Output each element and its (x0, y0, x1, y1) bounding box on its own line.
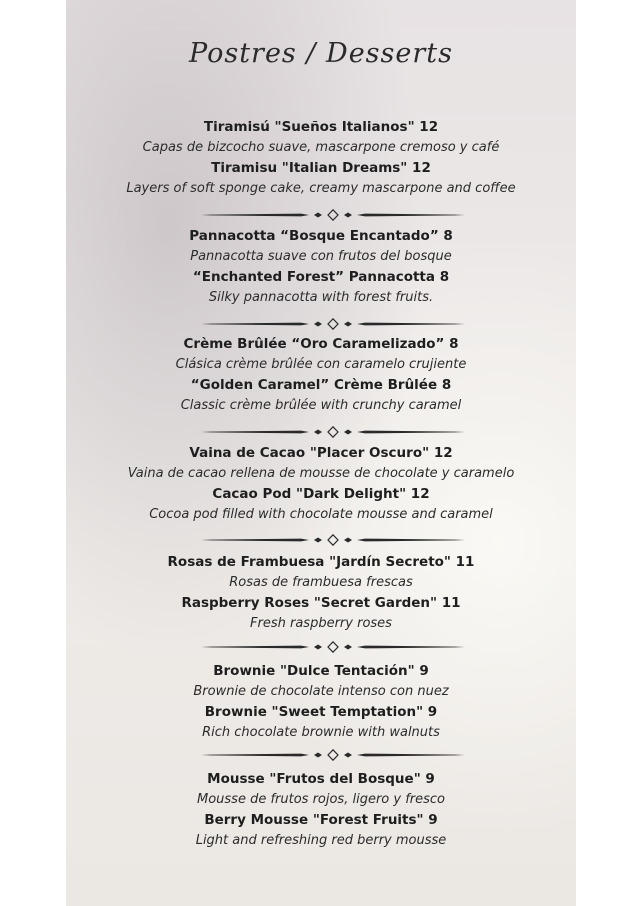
flourish-segment (344, 538, 352, 543)
flourish-segment (328, 750, 338, 760)
divider-flourish-icon (201, 749, 465, 761)
flourish-segment (357, 646, 465, 649)
item-desc-es: Mousse de frutos rojos, ligero y fresco (196, 791, 445, 807)
item-name-es: Vaina de Cacao "Placer Oscuro" 12 (189, 445, 453, 461)
flourish-segment (201, 646, 309, 649)
flourish-segment (328, 210, 338, 220)
flourish-segment (201, 214, 309, 217)
menu-item-tiramisu (66, 117, 576, 199)
item-name-en: “Golden Caramel” Crème Brûlée 8 (190, 377, 452, 393)
flourish-segment (314, 538, 322, 543)
item-desc-es: Capas de bizcocho suave, mascarpone cremoso y café (142, 139, 500, 155)
flourish-segment (344, 430, 352, 435)
divider-ornament-icon (201, 426, 465, 438)
menu-item-pannacotta (66, 226, 576, 308)
item-desc-en: Fresh raspberry roses (250, 615, 392, 631)
item-desc-es: Vaina de cacao rellena de mousse de chocolate y caramelo (127, 465, 515, 481)
flourish-segment (314, 213, 322, 218)
item-name-en: Cacao Pod "Dark Delight" 12 (212, 486, 430, 502)
divider-ornament-icon (201, 534, 465, 546)
item-name-es: Pannacotta “Bosque Encantado” 8 (189, 228, 453, 244)
item-name-es: Brownie "Dulce Tentación" 9 (213, 663, 429, 679)
menu-item-raspberry-roses (66, 552, 576, 634)
flourish-segment (314, 322, 322, 327)
divider-flourish-icon (201, 209, 465, 221)
flourish-segment (201, 323, 309, 326)
item-desc-es: Clásica crème brûlée con caramelo crujiente (175, 356, 467, 372)
item-desc-en: Cocoa pod filled with chocolate mousse and caramel (149, 506, 493, 522)
item-name-es: Tiramisú "Sueños Italianos" 12 (203, 119, 439, 135)
item-name-en: Raspberry Roses "Secret Garden" 11 (181, 595, 461, 611)
item-desc-en: Silky pannacotta with forest fruits. (208, 289, 434, 305)
divider-ornament-icon (201, 209, 465, 221)
menu-item-brownie (66, 661, 576, 743)
flourish-segment (314, 753, 322, 758)
item-name-en: Berry Mousse "Forest Fruits" 9 (204, 812, 438, 828)
flourish-segment (344, 322, 352, 327)
flourish-segment (201, 754, 309, 757)
item-name-es: Crème Brûlée “Oro Caramelizado” 8 (183, 336, 459, 352)
flourish-segment (357, 539, 465, 542)
flourish-segment (328, 319, 338, 329)
menu-item-mousse (66, 769, 576, 851)
flourish-segment (344, 213, 352, 218)
item-desc-en: Light and refreshing red berry mousse (195, 832, 447, 848)
flourish-segment (314, 430, 322, 435)
divider-flourish-icon (201, 318, 465, 330)
flourish-segment (328, 427, 338, 437)
item-name-en: Brownie "Sweet Temptation" 9 (204, 704, 438, 720)
menu-card (66, 0, 576, 906)
flourish-segment (344, 753, 352, 758)
flourish-segment (357, 431, 465, 434)
divider-ornament-icon (201, 318, 465, 330)
menu-item-creme-brulee (66, 334, 576, 416)
flourish-segment (328, 642, 338, 652)
flourish-segment (357, 323, 465, 326)
item-name-es: Mousse "Frutos del Bosque" 9 (207, 771, 435, 787)
divider-flourish-icon (201, 426, 465, 438)
item-desc-en: Rich chocolate brownie with walnuts (202, 724, 440, 740)
flourish-segment (314, 645, 322, 650)
divider-flourish-icon (201, 641, 465, 653)
item-desc-es: Rosas de frambuesa frescas (229, 574, 413, 590)
item-desc-en: Layers of soft sponge cake, creamy mascarpone and coffee (126, 180, 516, 196)
divider-ornament-icon (201, 641, 465, 653)
flourish-segment (328, 535, 338, 545)
menu-item-cacao-pod (66, 443, 576, 525)
item-name-en: “Enchanted Forest” Pannacotta 8 (192, 269, 450, 285)
item-desc-es: Brownie de chocolate intenso con nuez (193, 683, 449, 699)
flourish-segment (357, 754, 465, 757)
flourish-segment (201, 539, 309, 542)
flourish-segment (357, 214, 465, 217)
item-name-en: Tiramisu "Italian Dreams" 12 (211, 160, 431, 176)
flourish-segment (344, 645, 352, 650)
menu-title: Postres / Desserts (189, 38, 453, 69)
flourish-segment (201, 431, 309, 434)
item-desc-en: Classic crème brûlée with crunchy caramel (180, 397, 462, 413)
item-desc-es: Pannacotta suave con frutos del bosque (190, 248, 452, 264)
divider-ornament-icon (201, 749, 465, 761)
item-name-es: Rosas de Frambuesa "Jardín Secreto" 11 (167, 554, 475, 570)
divider-flourish-icon (201, 534, 465, 546)
